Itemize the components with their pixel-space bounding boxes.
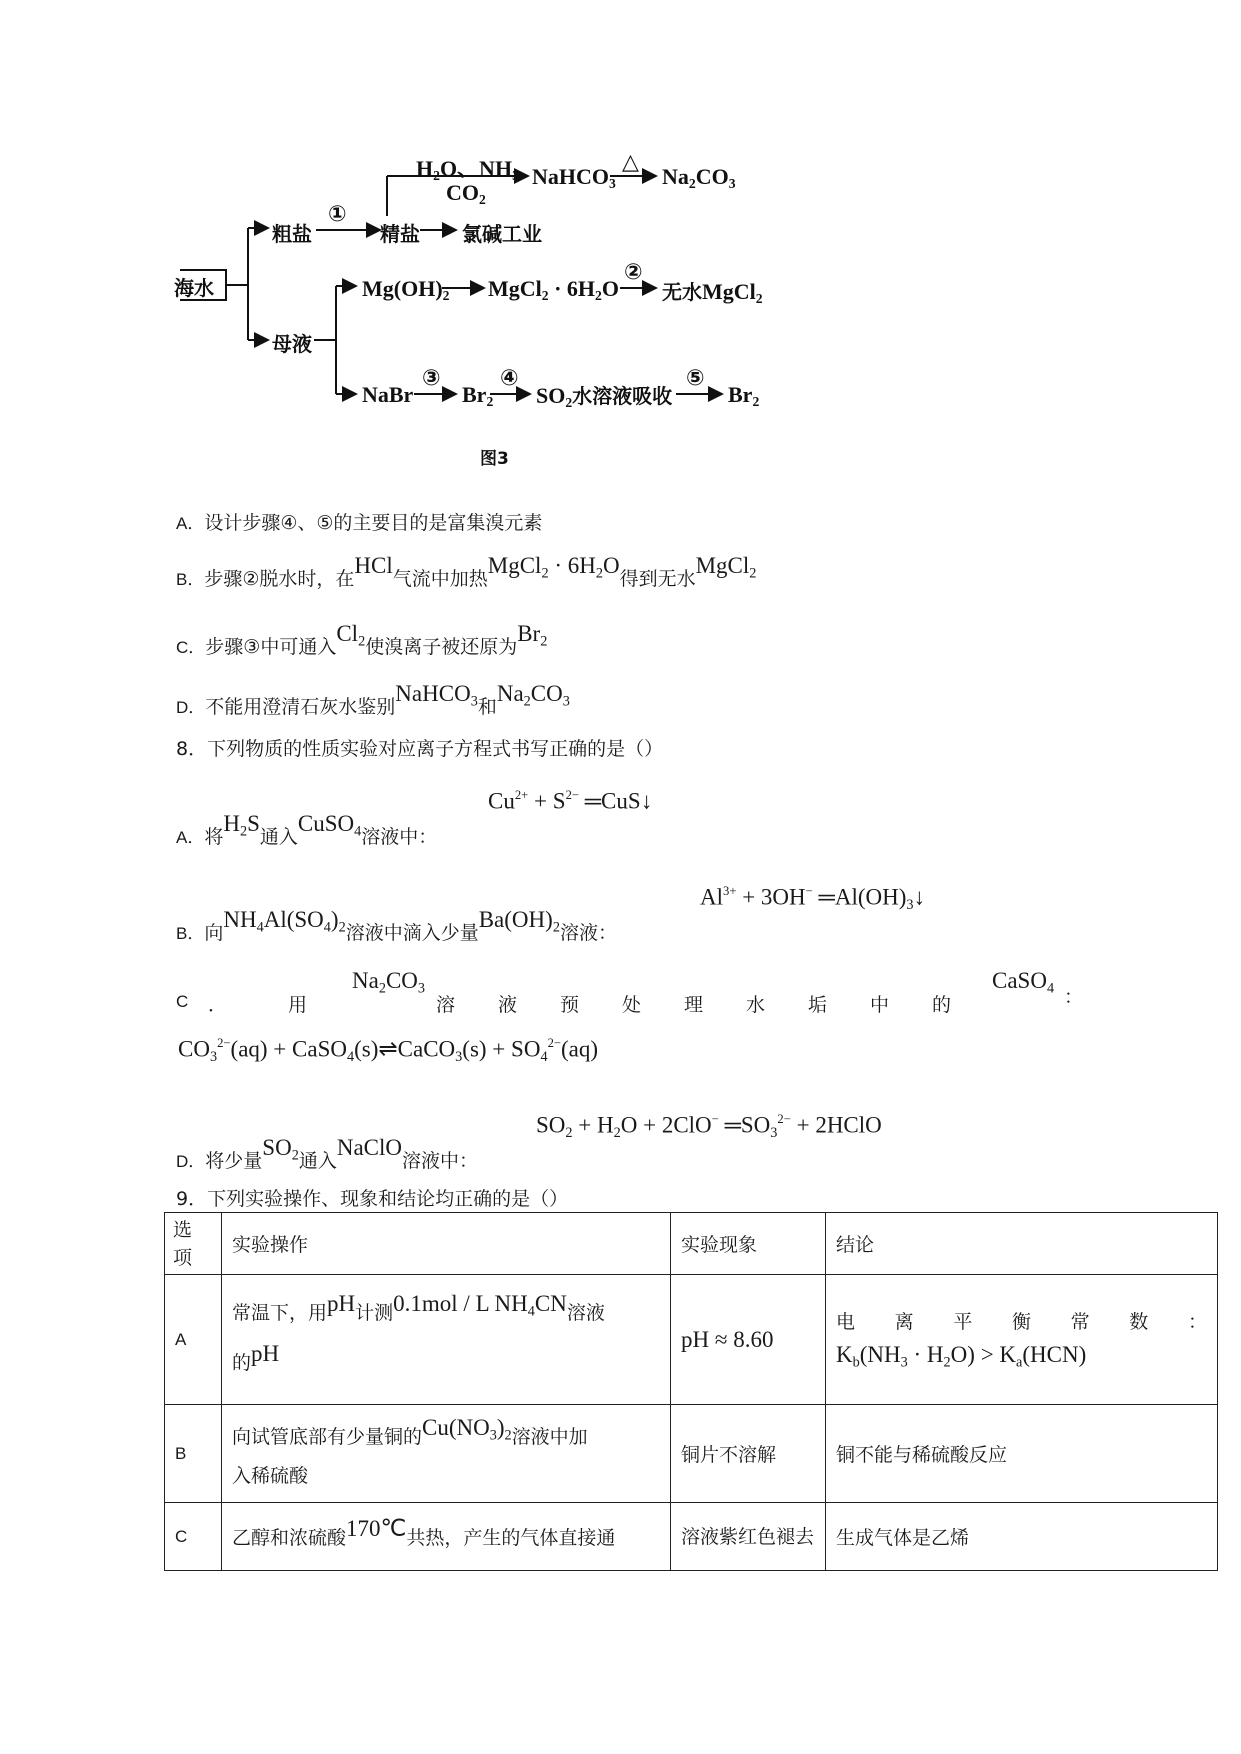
flowchart-lines (180, 158, 840, 488)
step-2-marker: ② (624, 260, 643, 285)
formula-na2co3: $Na_2CO_3$ (496, 681, 570, 710)
node-nabr: NaBr (362, 382, 414, 407)
q8-option-d: D．将少量$SO_2$通入NaClO溶液中： (176, 1135, 479, 1172)
node-br2-a: $Br_2$ (462, 382, 494, 410)
formula-na2co3-c: $Na_2CO_3$ (352, 968, 426, 997)
formula-baoh2: $Ba(OH)_2$ (478, 907, 560, 936)
node-crude-salt: 粗盐 (272, 222, 312, 246)
figure-caption: 图3 (480, 449, 509, 469)
formula-h2s: $H_2S$ (223, 811, 260, 840)
formula-cuno32: $Cu(NO_3)_2$ (422, 1415, 512, 1444)
q8-option-b: B．向$NH_4Al(SO_4)_2$溶液中滴入少量$Ba(OH)_2$溶液： (176, 907, 617, 944)
reagents-h2o-nh3: $H_2O$、$NH_3$ (416, 156, 519, 184)
formula-mgcl2: MgCl$_2$ (695, 553, 757, 582)
conclusion-a-text: 电 离 平 衡 常 数 ： (836, 1311, 1207, 1334)
node-br2-b: $Br_2$ (728, 382, 760, 410)
formula-nh4cn: 0.1mol / L $NH_4CN$ (393, 1290, 567, 1320)
q8-a-equation: $Cu^{2+} + S^{2-}$ ═CuS↓ (488, 788, 653, 814)
node-nahco3: NaHCO$_3$ (532, 164, 616, 192)
reagent-co2: $CO_2$ (446, 180, 486, 208)
node-chlor-alkali: 氯碱工业 (462, 222, 542, 246)
formula-nh4al-so4-2: $NH_4Al(SO_4)_2$ (223, 907, 346, 936)
q9-stem: 9．下列实验操作、现象和结论均正确的是（） (176, 1188, 569, 1210)
step-5-marker: ⑤ (686, 366, 705, 391)
table-row: B 向试管底部有少量铜的$Cu(NO_3)_2$溶液中加 入稀硫酸 铜片不溶解 铜不能与稀硫酸反应 (165, 1405, 1218, 1503)
q7-option-c: C．步骤③中可通入$Cl_2$使溴离子被还原为$Br_2$ (176, 621, 548, 658)
q8-d-equation: $SO_2 + H_2O + 2ClO^-$ $═SO_3^{2-}$ + 2HClO (536, 1112, 882, 1141)
table-header-row (165, 1213, 1218, 1275)
formula-nahco3: NaHCO$_3$ (395, 681, 478, 710)
q8-c-equation: $CO_3^{2-}(aq)$ + CaSO$_4$(s)⇌CaCO$_3$(s) + $SO_4^{2-}(aq)$ (178, 1036, 599, 1065)
formula-cl2: $Cl_2$ (336, 621, 366, 650)
node-mgcl2-6h2o: MgCl$_2$ · $6H_2O$ (488, 276, 619, 304)
heat-icon: △ (622, 150, 639, 175)
formula-so2: $SO_2$ (262, 1135, 299, 1164)
formula-br2: $Br_2$ (517, 621, 548, 650)
q8-option-c: C ． 用 $Na_2CO_3$ 溶 液 预 处 理 水 垢 中 的 CaSO$_4$ ： (176, 968, 1084, 1016)
q8-stem: 8．下列物质的性质实验对应离子方程式书写正确的是（） (176, 738, 664, 760)
formula-cuso4: CuSO$_4$ (297, 811, 362, 840)
header-option: 选项 (173, 1218, 193, 1269)
formula-caso4: CaSO$_4$ (992, 968, 1055, 997)
step-3-marker: ③ (422, 366, 441, 391)
step-1-marker: ① (328, 202, 347, 227)
q8-option-a: A．将$H_2S$通入CuSO$_4$溶液中： (176, 811, 438, 848)
q7-option-d: D．不能用澄清石灰水鉴别NaHCO$_3$和$Na_2CO_3$ (176, 681, 570, 718)
q8-b-equation: $Al^{3+} + 3OH^-$ $═Al(OH)_3↓$ (700, 884, 926, 913)
node-anhydrous-mgcl2: 无水MgCl$_2$ (662, 279, 763, 307)
table-row: C 乙醇和浓硫酸170℃共热，产生的气体直接通 溶液紫红色褪去 生成气体是乙烯 (165, 1503, 1218, 1571)
header-phenomenon: 实验现象 (681, 1234, 758, 1256)
header-conclusion: 结论 (836, 1234, 875, 1256)
node-mgoh2: $Mg(OH)_2$ (362, 276, 450, 304)
q9-table (164, 1212, 1218, 1571)
q7-option-b: B．步骤②脱水时，在HCl气流中加热MgCl$_2$ · $6H_2O$得到无水MgCl$_2$ (176, 553, 757, 590)
table-row: A 常温下，用pH计测0.1mol / L $NH_4CN$溶液 的pH pH ≈ 8.60 电 离 平 衡 常 数 ： $K_b(NH_3 \cdot H_2O) > K_a(HCN)$ (165, 1275, 1218, 1405)
q7-option-a: A．设计步骤④、⑤的主要目的是富集溴元素 (176, 512, 543, 534)
node-mother-liquor: 母液 (272, 332, 312, 356)
node-na2co3: $Na_2CO_3$ (662, 164, 736, 192)
formula-mgcl2-6h2o: MgCl$_2$ · $6H_2O$ (487, 553, 620, 582)
node-seawater: 海水 (174, 276, 214, 300)
conclusion-a-formula: $K_b(NH_3 \cdot H_2O) > K_a(HCN)$ (836, 1342, 1087, 1371)
node-refined-salt: 精盐 (380, 222, 420, 246)
flowchart-figure (174, 150, 840, 488)
step-4-marker: ④ (500, 366, 519, 391)
node-so2-absorb: $SO_2$水溶液吸收 (536, 383, 673, 411)
header-operation: 实验操作 (232, 1234, 309, 1256)
